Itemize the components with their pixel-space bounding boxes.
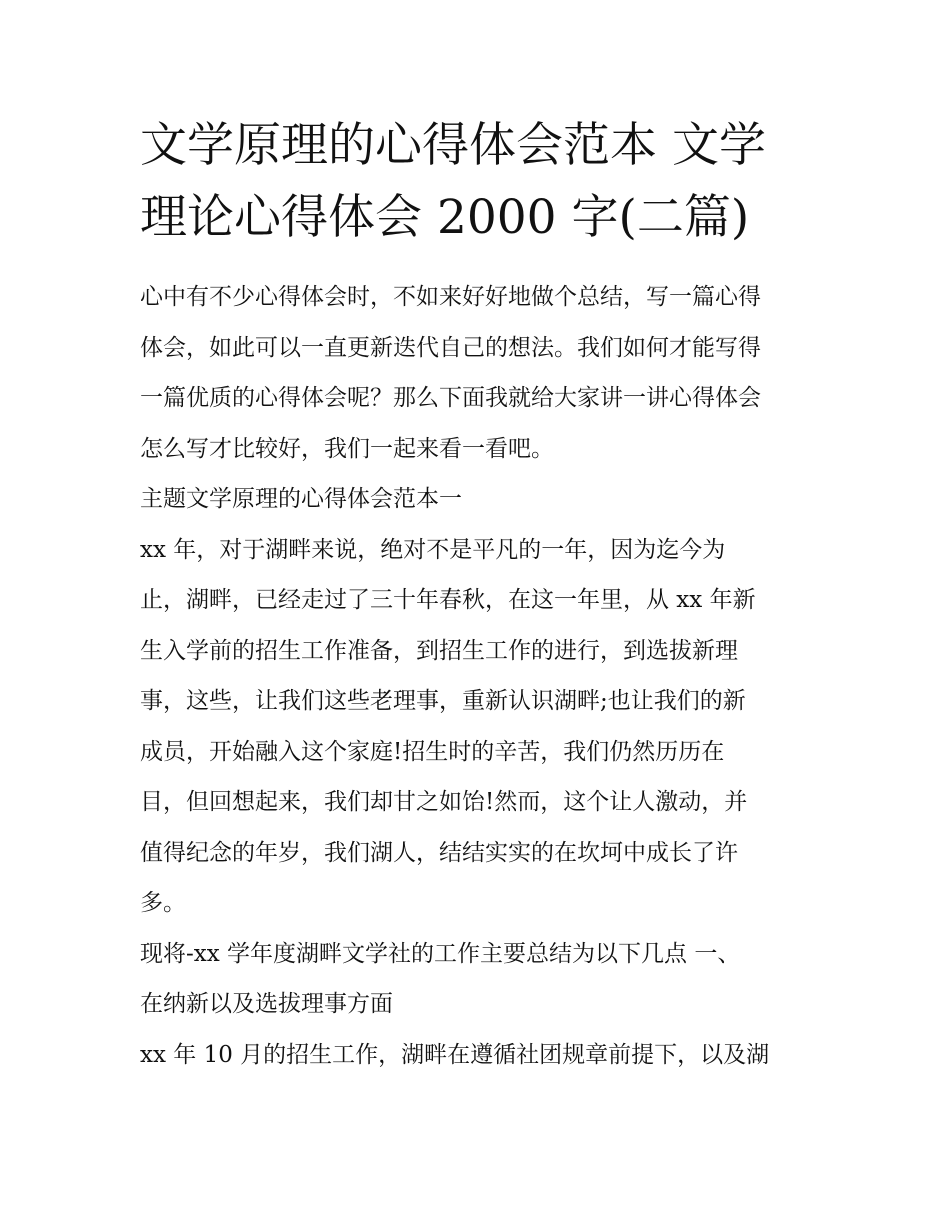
body-paragraph [140,525,820,929]
text-line: 止，湖畔，已经走过了三十年春秋，在这一年里，从 xx 年新 [140,587,756,613]
body-paragraph [140,1030,820,1081]
text-line: 生入学前的招生工作准备，到招生工作的进行，到选拔新理 [140,637,738,664]
title-line: 文学原理的心得体会范本 文学 [140,118,766,173]
title-line: 理论心得体会 2000 字(二篇) [140,190,750,245]
text-line: 一篇优质的心得体会呢？那么下面我就给大家讲一讲心得体会 [140,385,761,411]
section-heading [140,474,820,525]
text-line: 多。 [140,890,186,916]
text-line: 体会，如此可以一直更新迭代自己的想法。我们如何才能写得 [140,334,761,361]
document-title [140,110,820,254]
body-paragraph [140,929,820,1030]
text-line: 值得纪念的年岁，我们湖人，结结实实的在坎坷中成长了许 [140,839,738,866]
text-line: 主题文学原理的心得体会范本一 [140,486,462,512]
text-line: 现将-xx 学年度湖畔文学社的工作主要总结为以下几点 一、 [140,940,741,967]
text-line: 在纳新以及选拔理事方面 [140,991,393,1017]
text-line: 成员，开始融入这个家庭!招生时的辛苦，我们仍然历历在 [140,738,725,765]
intro-paragraph [140,272,820,474]
document-page [140,110,820,1080]
text-line: xx 年 10 月的招生工作，湖畔在遵循社团规章前提下，以及湖 [140,1041,770,1068]
text-line: 心中有不少心得体会时，不如来好好地做个总结，写一篇心得 [140,284,761,310]
text-line: 怎么写才比较好，我们一起来看一看吧。 [140,435,554,462]
text-line: xx 年，对于湖畔来说，绝对不是平凡的一年，因为迄今为 [140,536,726,563]
text-line: 目，但回想起来，我们却甘之如饴!然而，这个让人激动，并 [140,789,748,815]
text-line: 事，这些，让我们这些老理事，重新认识湖畔;也让我们的新 [140,688,746,714]
